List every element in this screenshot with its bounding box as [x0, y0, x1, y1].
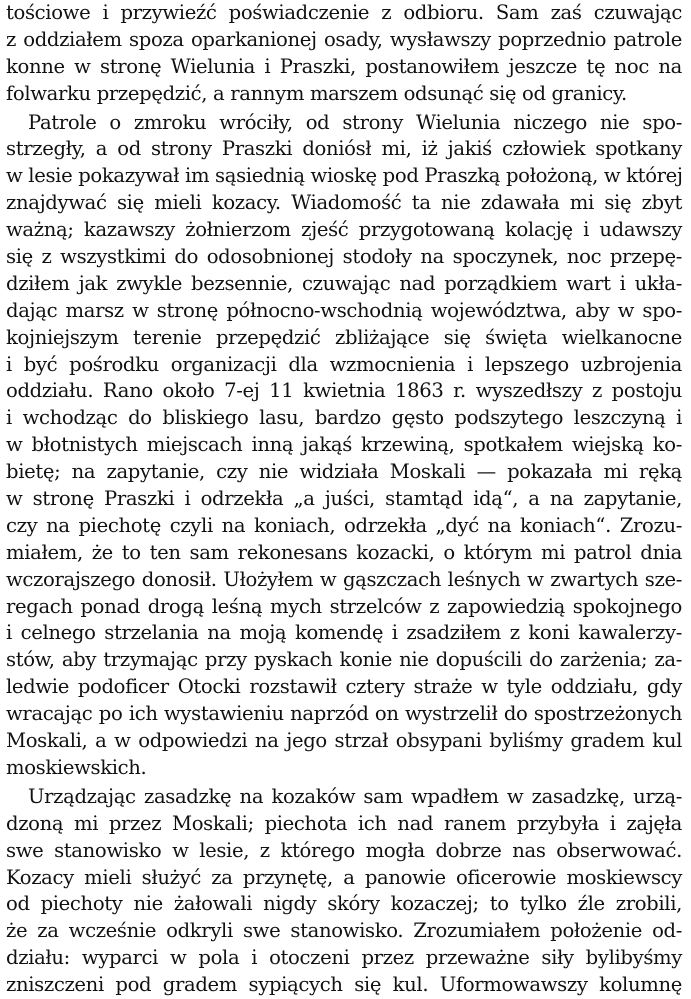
text-line: Moskali, a w odpowiedzi na jego strzał obsypani byliśmy gradem kul: [6, 729, 682, 753]
paragraph-continued: [6, 0, 682, 108]
text-line: swe stanowisko w lesie, z którego mogła dobrze nas obserwować.: [6, 838, 682, 862]
text-line: i być pośrodku organizacji dla wzmocnienia i lepszego uzbrojenia: [6, 352, 682, 376]
text-line: od piechoty nie żałowali nigdy skóry kozaczej; to tylko źle zrobili,: [6, 892, 682, 916]
text-line: konne w stronę Wielunia i Praszki, postanowiłem jeszcze tę noc na: [6, 54, 682, 78]
text-line: oddziału. Rano około 7-ej 11 kwietnia 1863 r. wyszedłszy z postoju: [6, 379, 682, 403]
text-line: się z wszystkimi do odosobnionej stodoły na spoczynek, noc przepę-: [6, 245, 682, 269]
text-line: ledwie podoficer Otocki rozstawił cztery straże w tyle oddziału, gdy: [6, 675, 682, 699]
text-line: w błotnistych miejscach inną jakąś krzewiną, spotkałem wiejską ko-: [6, 433, 682, 457]
book-page: [6, 0, 683, 997]
text-line: wczorajszego donosił. Ułożyłem w gąszczach leśnych w zwartych sze-: [6, 567, 682, 591]
text-line: znajdywać się mieli kozacy. Wiadomość ta nie zdawała mi się zbyt: [6, 191, 682, 215]
text-line: dzoną mi przez Moskali; piechota ich nad ranem przybyła i zajęła: [6, 811, 682, 835]
paragraph-patrols: [6, 110, 682, 782]
text-line: stów, aby trzymając przy pyskach konie nie dopuścili do zarżenia; za-: [6, 648, 682, 672]
text-line: regach ponad drogą leśną mych strzelców z zapowiedzią spokojnego: [6, 594, 682, 618]
paragraph-ambush: [6, 784, 682, 999]
text-line: i wchodząc do bliskiego lasu, bardzo gęsto podszytego leszczyną i: [6, 406, 682, 430]
text-line: bietę; na zapytanie, czy nie widziała Moskali — pokazała mi ręką: [6, 460, 682, 484]
text-line: Kozacy mieli służyć za przynętę, a panowie oficerowie moskiewscy: [6, 865, 682, 889]
text-line: w stronę Praszki i odrzekła „a juści, stamtąd idą“, a na zapytanie,: [6, 487, 682, 511]
text-line: miałem, że to ten sam rekonesans kozacki, o którym mi patrol dnia: [6, 540, 682, 564]
text-line: kojniejszym terenie przepędzić zbliżające się święta wielkanocne: [6, 325, 682, 349]
text-line: dziłem jak zwykle bezsennie, czuwając nad porządkiem wart i ukła-: [6, 271, 682, 295]
text-line: ważną; kazawszy żołnierzom zjeść przygotowaną kolację i udawszy: [6, 218, 682, 242]
text-line: zniszczeni pod gradem sypiących się kul. Uformowawszy kolumnę: [6, 973, 682, 997]
text-line: w lesie pokazywał im sąsiednią wioskę pod Praszką położoną, w której: [6, 164, 683, 188]
text-line: Patrole o zmroku wróciły, od strony Wielunia niczego nie spo-: [28, 110, 682, 134]
text-line: wracając po ich wystawieniu naprzód on wystrzelił do spostrzeżonych: [6, 702, 682, 726]
text-line: z oddziałem spoza oparkanionej osady, wysławszy poprzednio patrole: [6, 27, 682, 51]
text-line: że za wcześnie odkryli swe stanowisko. Zrozumiałem położenie od-: [6, 919, 682, 943]
text-line: folwarku przepędzić, a rannym marszem odsunąć się od granicy.: [6, 81, 627, 105]
text-line: dając marsz w stronę północno-wschodnią województwa, aby w spo-: [6, 298, 682, 322]
text-line: czy na piechotę czyli na koniach, odrzekła „dyć na koniach“. Zrozu-: [6, 513, 682, 537]
text-line: tościowe i przywieźć poświadczenie z odbioru. Sam zaś czuwając: [6, 1, 682, 24]
text-line: i celnego strzelania na moją komendę i zsadziłem z koni kawalerzy-: [6, 621, 682, 645]
text-line: moskiewskich.: [6, 755, 147, 779]
text-line: działu: wyparci w pola i otoczeni przez przeważne siły bylibyśmy: [6, 946, 682, 970]
text-line: Urządzając zasadzkę na kozaków sam wpadłem w zasadzkę, urzą-: [28, 784, 682, 808]
text-line: strzegły, a od strony Praszki doniósł mi, iż jakiś człowiek spotkany: [6, 137, 682, 161]
